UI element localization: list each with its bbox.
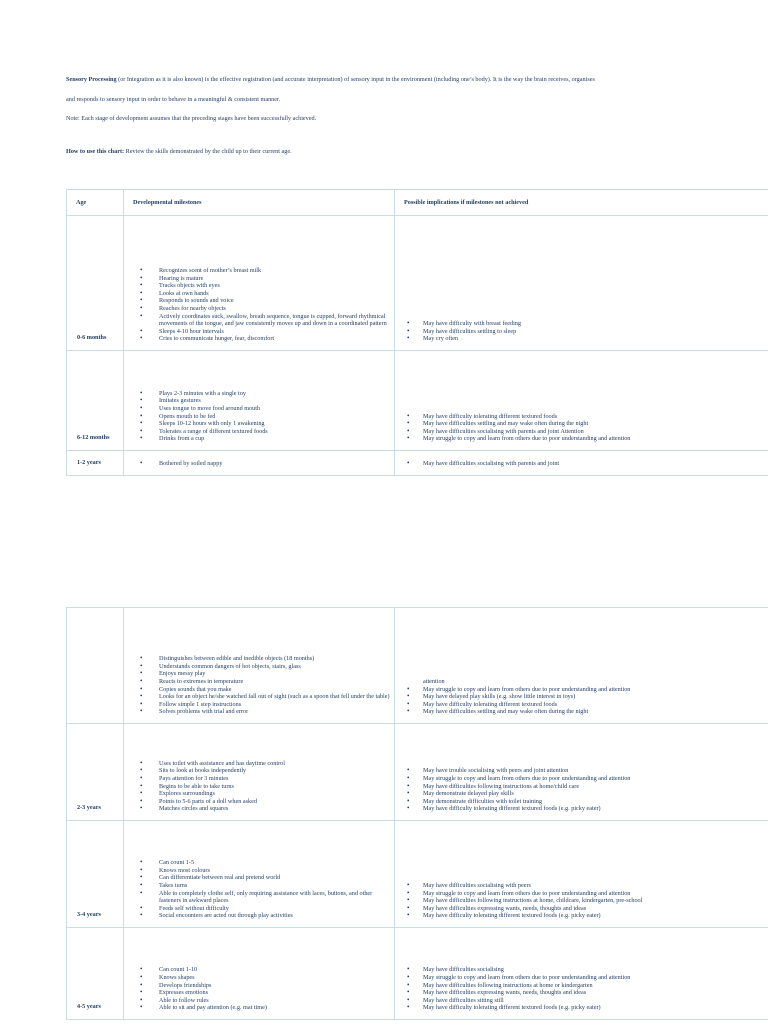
milestone-item: • Follow simple 1 step instructions (136, 701, 390, 709)
implications-list (395, 759, 768, 820)
intro-definition: (or Integration as it is also known) is the effective registration (and accurate interpretation) of sensory input in the environment (including one’s body). It is the way the brain receives, organises (116, 76, 595, 83)
milestone-item: • Develops friendships (136, 982, 390, 990)
implications-list (395, 452, 768, 475)
age-cell: 4-5 years (67, 928, 124, 1020)
implication-item: • May have difficulties settling to sleep (407, 328, 768, 336)
milestone-item: • Points to 5-6 parts of a doll when asked (136, 798, 390, 806)
implication-item: • May have difficulties settling and may wake often during the night (407, 420, 768, 428)
milestones-cell (124, 216, 395, 351)
milestone-item: • Imitates gestures (136, 397, 390, 405)
sensory-processing-term: Sensory Processing (66, 76, 117, 83)
milestones-table-page-1 (66, 189, 768, 476)
milestones-table-page-2 (66, 607, 768, 1020)
milestone-item: • Sleeps 4-10 hour intervals (136, 328, 390, 336)
implication-item: • May have difficulties following instructions at home, childcare, kindergarten, pre-school (407, 897, 768, 905)
milestones-list (124, 452, 394, 475)
implications-cell (395, 821, 768, 928)
milestones-cell (124, 608, 395, 724)
implication-item: • May demonstrate delayed play skills (407, 790, 768, 798)
age-cell: 0-6 months (67, 216, 124, 351)
milestones-list (124, 851, 394, 927)
implication-item: • May struggle to copy and learn from others due to poor understanding and attention (407, 890, 768, 898)
milestone-item: • Actively coordinates suck, swallow, breath sequence, tongue is cupped, forward rhythmical movements of the tongue, and jaw consistently moves up and down in a coordinated pattern (136, 313, 390, 328)
implications-cell (395, 608, 768, 724)
milestone-item: • Hearing is mature (136, 275, 390, 283)
milestone-item: • Copies sounds that you make (136, 686, 390, 694)
milestone-item: • Uses tongue to move food around mouth (136, 405, 390, 413)
milestone-item: • Expresses emotions (136, 989, 390, 997)
milestone-item: • Solves problems with trial and error (136, 708, 390, 716)
implications-list (395, 312, 768, 350)
header-milestones: Developmental milestones (124, 190, 395, 216)
milestone-item: • Knows shapes (136, 974, 390, 982)
milestones-cell (124, 351, 395, 451)
implication-item: • May have difficulty tolerating different textured foods (e.g. picky eater) (407, 1004, 768, 1012)
milestone-item: • Explores surroundings (136, 790, 390, 798)
milestone-item: • Reaches for nearby objects (136, 305, 390, 313)
age-cell: 6-12 months (67, 351, 124, 451)
milestone-item: • Drinks from a cup (136, 435, 390, 443)
milestone-item: • Sleeps 10-12 hours with only 1 awakening (136, 420, 390, 428)
intro-note: Note: Each stage of development assumes that the preceding stages have been successfully achieved. (66, 115, 317, 122)
table-row (67, 216, 768, 351)
milestone-item: • Can differentiate between real and pretend world (136, 874, 390, 882)
table-row (67, 724, 768, 821)
milestone-item: • Can count 1-10 (136, 966, 390, 974)
implications-list (395, 874, 768, 927)
implications-cell (395, 724, 768, 821)
table-row (67, 351, 768, 451)
age-cell: 3-4 years (67, 821, 124, 928)
implication-item: • May have difficulties following instructions at home/child care (407, 783, 768, 791)
milestone-item: • Understands common dangers of hot objects, stairs, glass (136, 663, 390, 671)
implication-item: • May have delayed play skills (e.g. show little interest in toys) (407, 693, 768, 701)
implication-item: • May have difficulty with breast feeding (407, 320, 768, 328)
milestone-item: • Uses toilet with assistance and has daytime control (136, 760, 390, 768)
milestone-item: • Recognizes scent of mother’s breast milk (136, 267, 390, 275)
implication-item: • May have difficulties socialising with parents and joint (407, 460, 768, 468)
age-cell: 1-2 years (67, 451, 124, 476)
milestone-item: • Begins to be able to take turns (136, 783, 390, 791)
milestone-item: • Enjoys messy play (136, 670, 390, 678)
implication-item: • May have difficulty tolerating different textured foods (407, 701, 768, 709)
how-to-use-label: How to use this chart: (66, 148, 125, 155)
how-to-use-text: Review the skills demonstrated by the child up to their current age. (124, 148, 292, 155)
implication-item: • May struggle to copy and learn from others due to poor understanding and attention (407, 686, 768, 694)
implications-cell (395, 451, 768, 476)
milestone-item: • Takes turns (136, 882, 390, 890)
milestone-item: • Able to sit and pay attention (e.g. mat time) (136, 1004, 390, 1012)
implication-item: • May have difficulties socialising with parents and joint Attention (407, 428, 768, 436)
implications-cell (395, 216, 768, 351)
table-row (67, 608, 768, 724)
implications-list (395, 958, 768, 1019)
implication-item: • May have difficulties socialising (407, 966, 768, 974)
implication-item: • May have difficulties socialising with peers (407, 882, 768, 890)
milestone-item: • Social encounters are acted out through play activities (136, 912, 390, 920)
implications-list (395, 405, 768, 450)
table-header-row (67, 190, 768, 216)
milestones-list (124, 259, 394, 350)
milestone-item: • Able to follow rules (136, 997, 390, 1005)
milestones-cell (124, 724, 395, 821)
age-cell: 2-3 years (67, 724, 124, 821)
implication-item: • May have difficulties following instructions at home or kindergarten (407, 982, 768, 990)
milestone-item: • Reacts to extremes in temperature (136, 678, 390, 686)
implication-item: • May struggle to copy and learn from others due to poor understanding and attention (407, 775, 768, 783)
milestones-list (124, 382, 394, 450)
implication-item: • May have difficulty tolerating different textured foods (407, 413, 768, 421)
implication-item: • May have difficulty tolerating different textured foods (e.g. picky eater) (407, 805, 768, 813)
implication-item: • May have difficulty tolerating different textured foods (e.g. picky eater) (407, 912, 768, 920)
implications-cell (395, 351, 768, 451)
implications-cell (395, 928, 768, 1020)
milestones-cell (124, 451, 395, 476)
intro-paragraph-continued: and responds to sensory input in order to behave in a meaningful & consistent manner. (66, 96, 281, 103)
milestone-item: • Responds to sounds and voice (136, 297, 390, 305)
implication-item: • May have difficulties sitting still (407, 997, 768, 1005)
implication-item: • May cry often (407, 335, 768, 343)
milestones-list (124, 752, 394, 820)
implication-item: • May have difficulties expressing wants, needs, thoughts and ideas (407, 905, 768, 913)
implication-item: • May struggle to copy and learn from others due to poor understanding and attention (407, 435, 768, 443)
implication-item: • May have difficulties expressing wants, needs, thoughts and ideas (407, 989, 768, 997)
milestone-item: • Matches circles and squares (136, 805, 390, 813)
milestone-item: • Plays 2-3 minutes with a single toy (136, 390, 390, 398)
table-row (67, 451, 768, 476)
implication-item: • May demonstrate difficulties with toilet training (407, 798, 768, 806)
header-age: Age (67, 190, 124, 216)
milestone-item: • Bothered by soiled nappy (136, 460, 390, 468)
age-cell (67, 608, 124, 724)
header-implications: Possible implications if milestones not achieved (395, 190, 768, 216)
milestone-item: • Can count 1-5 (136, 859, 390, 867)
table-row (67, 928, 768, 1020)
milestone-item: • Distinguishes between edible and inedible objects (18 months) (136, 655, 390, 663)
milestone-item: • Feeds self without difficulty (136, 905, 390, 913)
implications-list (395, 670, 768, 723)
milestones-list (124, 958, 394, 1019)
milestone-item: • Opens mouth to be fed (136, 413, 390, 421)
intro-paragraph (66, 76, 756, 84)
milestone-item: • Looks at own hands (136, 290, 390, 298)
milestone-item: • Looks for an object he/she watched fall out of sight (such as a spoon that fell under the table) (136, 693, 390, 701)
milestone-item: • Sits to look at books independently (136, 767, 390, 775)
milestone-item: • Cries to communicate hunger, fear, discomfort (136, 335, 390, 343)
table-row (67, 821, 768, 928)
milestone-item: • Knows most colours (136, 867, 390, 875)
milestone-item: • Pays attention for 3 minutes (136, 775, 390, 783)
implication-item: • May have difficulties settling and may wake often during the night (407, 708, 768, 716)
milestone-item: • Tolerates a range of different textured foods (136, 428, 390, 436)
implication-continuation: attention (423, 678, 445, 686)
milestone-item: • Tracks objects with eyes (136, 282, 390, 290)
how-to-use (66, 148, 756, 156)
implication-item: • May have trouble socialising with peers and joint attention (407, 767, 768, 775)
implication-item: • May struggle to copy and learn from others due to poor understanding and attention (407, 974, 768, 982)
milestones-list (124, 647, 394, 723)
milestone-item: • Able to completely clothe self, only requiring assistance with laces, buttons, and other fasteners in awkward places (136, 890, 390, 905)
milestones-cell (124, 928, 395, 1020)
milestones-cell (124, 821, 395, 928)
